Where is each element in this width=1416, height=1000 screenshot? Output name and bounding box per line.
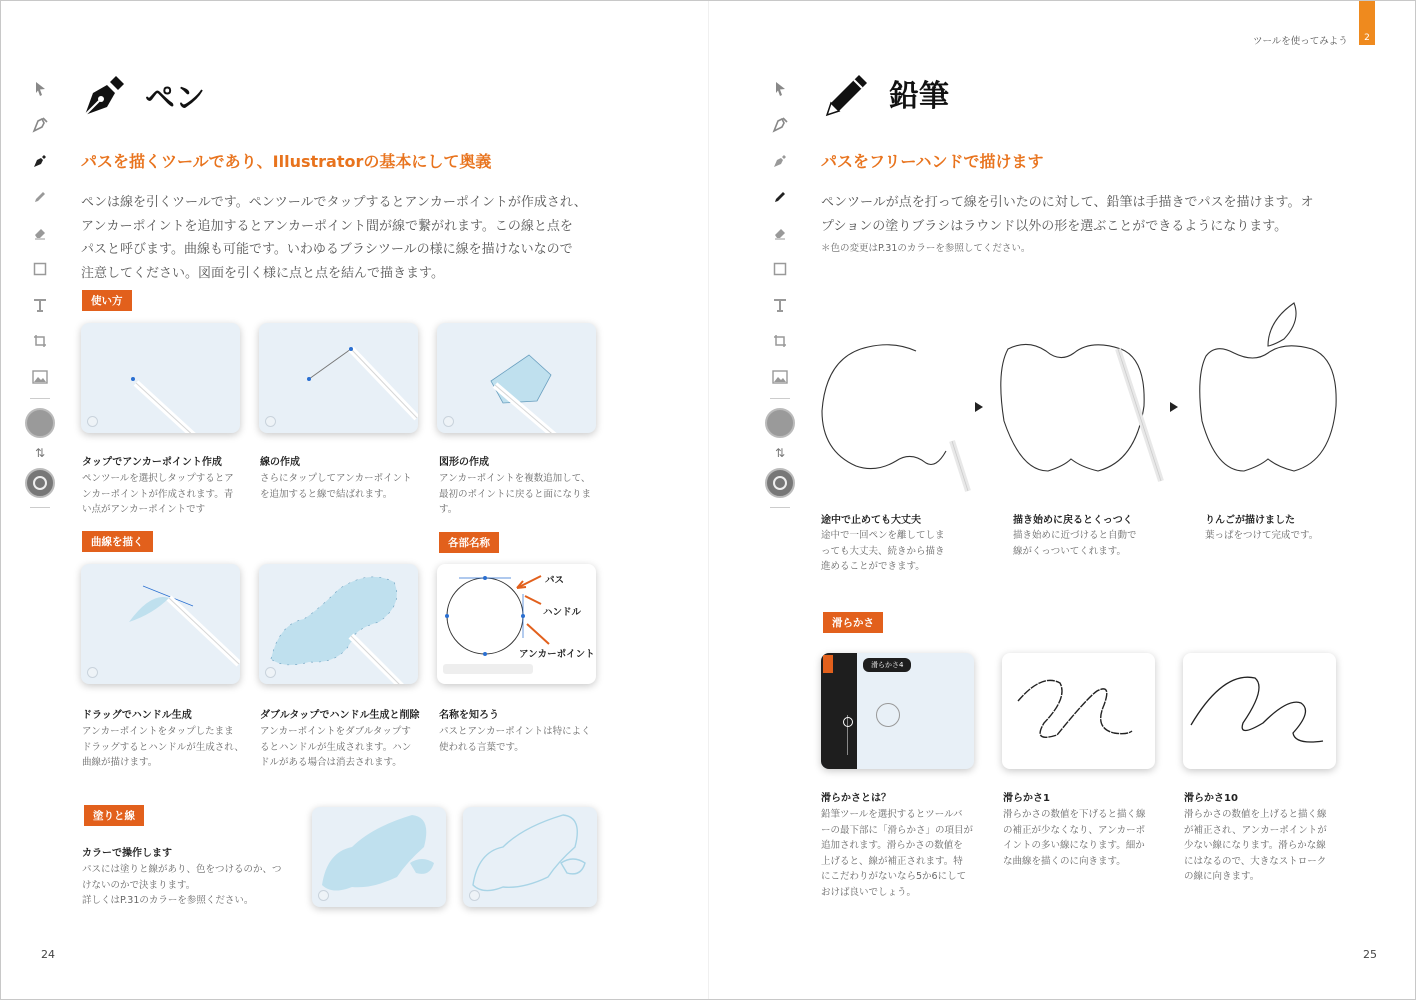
smooth-1-stroke: [1002, 653, 1155, 769]
caption-text: パスには塗りと線があり、色をつけるのか、つ けないのかで決まります。 詳しくはP.31のカラーを参照ください。: [82, 864, 282, 906]
caption-text: 滑らかさの数値を下げると描く線 の補正が少なくなり、アンカーポ イントの多い線になります。細か な曲線を描くのに向きます。: [1003, 809, 1146, 867]
toolbar-divider: [770, 398, 790, 399]
slider-handle[interactable]: [843, 717, 853, 727]
caption-title: 滑らかさ1: [1003, 793, 1050, 804]
fill-color-swatch: [765, 408, 795, 438]
tag-curve: 曲線を描く: [82, 531, 153, 552]
caption-text: アンカーポイントをタップしたまま ドラッグするとハンドルが生成され、 曲線が描けます。: [82, 726, 244, 768]
page-number-right: 25: [1363, 948, 1377, 961]
stroke-color-swatch: [25, 468, 55, 498]
label-anchor: アンカーポイント: [519, 649, 595, 660]
rectangle-icon: [29, 258, 51, 280]
label-path: パス: [545, 575, 565, 586]
title-text: ペン: [145, 81, 205, 116]
running-head: ツールを使ってみよう: [1253, 36, 1348, 47]
toolbar-right: [765, 71, 795, 511]
toolbar-divider: [770, 507, 790, 508]
crop-icon: [769, 330, 791, 352]
fill-blob: [312, 807, 446, 907]
image-icon: [29, 366, 51, 388]
caption-title: 図形の作成: [439, 457, 489, 468]
card-fill: [312, 807, 446, 907]
card-smooth-1: [1002, 653, 1155, 769]
caption-text: アンカーポイントを複数追加して、 最初のポイントに戻ると面になりま す。: [439, 473, 592, 515]
caption-title: カラーで操作します: [82, 848, 172, 859]
pointer-icon: [769, 78, 791, 100]
stylus-illustration: [81, 323, 240, 433]
page-title-pen: [81, 71, 205, 119]
curve-illustration: [81, 564, 240, 684]
blob-illustration: [259, 564, 418, 684]
caption-title: 線の作成: [260, 457, 300, 468]
pencil-icon: [823, 69, 873, 117]
apple-drawing-sequence: [816, 291, 1376, 501]
tag-usage: 使い方: [82, 290, 132, 311]
caption-title: りんごが描けました: [1205, 515, 1295, 526]
caption-title: 滑らかさとは？: [821, 793, 891, 804]
intro-paragraph: ペンツールが点を打って線を引いたのに対して、鉛筆は手描きでパスを描けます。オ プションの塗りブラシはラウンド以外の形を選ぶことができるようになります。: [821, 195, 1314, 234]
step-arrow: [1170, 402, 1178, 412]
stroke-blob: [463, 807, 597, 907]
stroke-color-swatch: [765, 468, 795, 498]
subtitle: パスをフリーハンドで描けます: [821, 152, 1044, 171]
line-illustration: [259, 323, 418, 433]
caption-title: 途中で止めても大丈夫: [821, 515, 921, 526]
subtitle: パスを描くツールであり、Illustratorの基本にして奥義: [81, 152, 492, 171]
step-arrow: [975, 402, 983, 412]
caption-title: 滑らかさ10: [1184, 793, 1238, 804]
card-parts: [437, 564, 596, 684]
pencil-icon: [29, 186, 51, 208]
pen-nib-icon: [29, 150, 51, 172]
gutter: [708, 1, 709, 999]
caption-title: 描き始めに戻るとくっつく: [1013, 515, 1133, 526]
eraser-icon: [769, 222, 791, 244]
pointer-icon: [29, 78, 51, 100]
swap-icon: ⇅: [34, 446, 46, 460]
pen-nib-icon: [29, 114, 51, 136]
parts-diagram: [437, 564, 596, 684]
chapter-tab: 2: [1359, 1, 1375, 45]
tag-smooth: 滑らかさ: [823, 612, 883, 633]
card-smooth-10: [1183, 653, 1336, 769]
toolbar-left: [25, 71, 55, 511]
caption-text: 葉っぱをつけて完成です。: [1205, 530, 1319, 541]
eraser-icon: [29, 222, 51, 244]
tag-fill: 塗りと線: [84, 805, 144, 826]
title-text: 鉛筆: [889, 79, 949, 114]
card-smooth-setting: [821, 653, 974, 769]
card-shape: [437, 323, 596, 433]
caption-title: ドラッグでハンドル生成: [82, 710, 192, 721]
pen-nib-icon: [81, 71, 129, 119]
text-icon: [29, 294, 51, 316]
caption-text: アンカーポイントをダブルタップす るとハンドルが生成されます。ハン ドルがある場合は消去されます。: [260, 726, 412, 768]
pen-nib-icon: [769, 150, 791, 172]
smooth-10-stroke: [1183, 653, 1336, 769]
fill-color-swatch: [25, 408, 55, 438]
shape-illustration: [437, 323, 596, 433]
pen-nib-icon: [769, 114, 791, 136]
label-handle: ハンドル: [543, 607, 582, 618]
card-stroke: [463, 807, 597, 907]
toolbar-divider: [30, 398, 50, 399]
page-title-pencil: [823, 69, 949, 117]
card-drag-handle: [81, 564, 240, 684]
crop-icon: [29, 330, 51, 352]
note: ＊色の変更はP.31のカラーを参照してください。: [821, 243, 1031, 254]
rectangle-icon: [769, 258, 791, 280]
caption-text: パスとアンカーポイントは特によく 使われる言葉です。: [439, 726, 591, 753]
toolbar-divider: [30, 507, 50, 508]
text-icon: [769, 294, 791, 316]
pencil-icon: [769, 186, 791, 208]
caption-text: さらにタップしてアンカーポイント を追加すると線で結ばれます。: [260, 473, 412, 500]
intro-paragraph: ペンは線を引くツールです。ペンツールでタップするとアンカーポイントが作成され、 アンカーポイントを追加するとアンカーポイント間が線で繋がれます。この線と点を パスと呼びます。曲線も可能です。いわゆるブラシツールの様に線を描けないなので 注意してください。図面を引く様に点と点を結んで描きます。: [81, 195, 587, 281]
caption-text: 滑らかさの数値を上げると描く線 が補正され、アンカーポイントが 少ない線になります。滑らかな線 にはなるので、大きなストローク の線に向きます。: [1184, 809, 1327, 882]
caption-title: タップでアンカーポイント作成: [82, 457, 222, 468]
card-line: [259, 323, 418, 433]
caption-title: 名称を知ろう: [439, 710, 499, 721]
caption-text: 描き始めに近づけると自動で 線がくっついてくれます。: [1013, 530, 1137, 557]
caption-title: ダブルタップでハンドル生成と削除: [260, 710, 420, 721]
caption-text: 鉛筆ツールを選択するとツールバ ーの最下部に「滑らかさ」の項目が 追加されます。滑らかさの数値を 上げると、線が補正されます。特 にこだわりがないなら5か6にして おけば良いでしょう。: [821, 809, 974, 898]
brush-preview: [876, 703, 900, 727]
smooth-popup: 滑らかさ4: [863, 658, 911, 672]
swap-icon: ⇅: [774, 446, 786, 460]
card-tap-anchor: [81, 323, 240, 433]
image-icon: [769, 366, 791, 388]
caption-text: 途中で一回ペンを離してしま っても大丈夫、続きから描き 進めることができます。: [821, 530, 945, 572]
card-double-tap: [259, 564, 418, 684]
caption-text: ペンツールを選択しタップするとア ンカーポイントが作成されます。青 い点がアンカーポイントです: [82, 473, 234, 515]
color-marker: [823, 655, 833, 673]
tag-parts: 各部名称: [439, 532, 499, 553]
page-number-left: 24: [41, 948, 55, 961]
